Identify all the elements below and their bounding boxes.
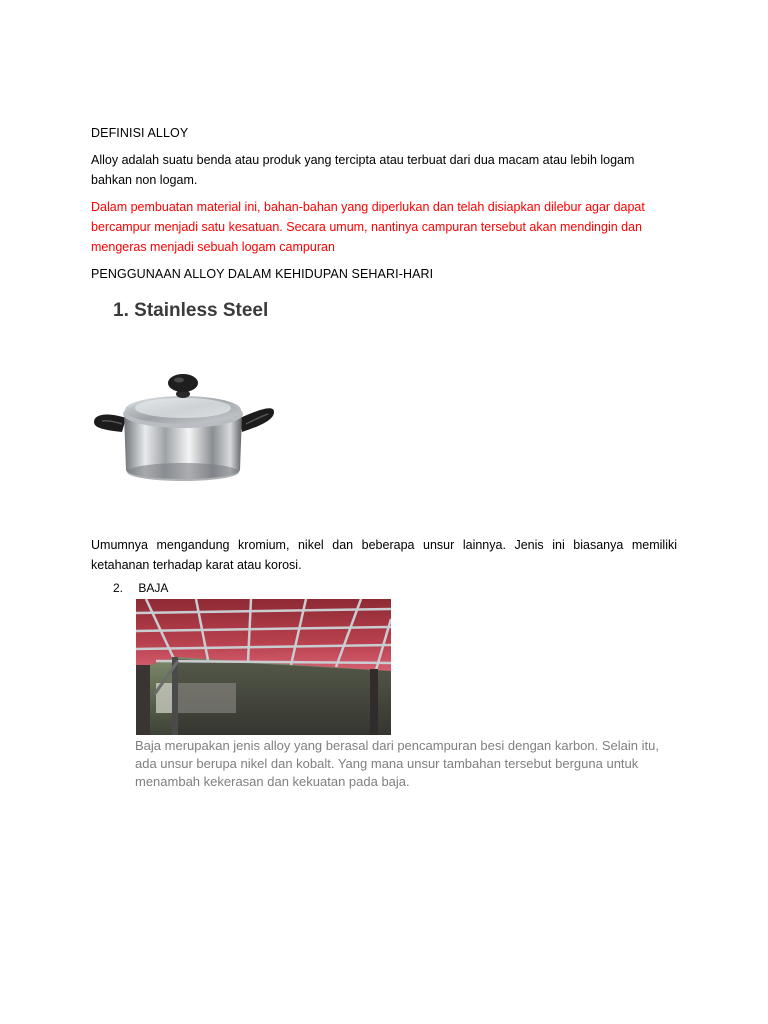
item2-heading: [113, 581, 168, 595]
item2-number: 2.: [113, 581, 124, 595]
steel-roof-frame-photo: [136, 599, 391, 735]
item1-number: 1.: [113, 300, 129, 321]
paragraph-definition: Alloy adalah suatu benda atau produk yang tercipta atau terbuat dari dua macam atau lebih logam bahkan non logam.: [91, 153, 635, 187]
item2-title: BAJA: [138, 581, 169, 595]
paragraph-process: Dalam pembuatan material ini, bahan-bahan yang diperlukan dan telah disiapkan dilebur agar dapat bercampur menjadi satu kesatuan. Secara umum, nantinya campuran tersebut akan mendingin dan mengeras menjadi sebuah logam campuran: [91, 200, 645, 254]
item1-description: Umumnya mengandung kromium, nikel dan beberapa unsur lainnya. Jenis ini biasanya memiliki ketahanan terhadap karat atau korosi.: [91, 538, 677, 572]
item2-description: Baja merupakan jenis alloy yang berasal dari pencampuran besi dengan karbon. Selain itu, ada unsur berupa nikel dan kobalt. Yang mana unsur tambahan tersebut berguna untuk menambah kekerasan dan kekuatan pada baja.: [135, 738, 659, 789]
stainless-steel-pot-icon: [90, 368, 278, 488]
heading-definition: DEFINISI ALLOY: [91, 126, 189, 140]
heading-usage: PENGGUNAAN ALLOY DALAM KEHIDUPAN SEHARI-HARI: [91, 267, 434, 281]
item1-title: Stainless Steel: [134, 300, 269, 321]
item1-heading: [113, 300, 268, 322]
